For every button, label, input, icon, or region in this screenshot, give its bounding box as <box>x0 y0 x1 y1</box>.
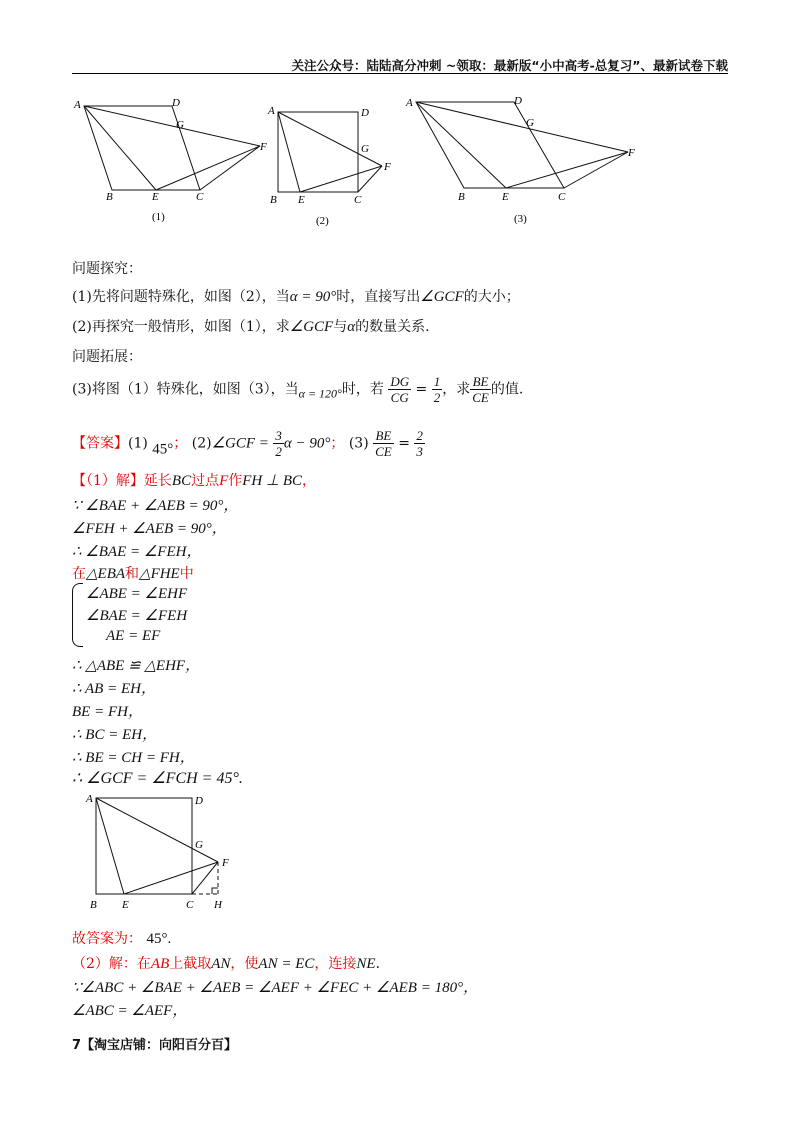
fig2-label-B: B <box>270 194 277 206</box>
fig4-label-H: H <box>214 899 222 911</box>
fig1-label-C: C <box>196 191 204 203</box>
question-2 <box>72 316 430 336</box>
fig3-label-A: A <box>406 97 413 109</box>
fig3-label-F: F <box>628 147 635 159</box>
s13-math-an: AN <box>211 956 231 972</box>
answer-3-equals: = <box>398 435 410 452</box>
question-3 <box>72 374 523 405</box>
s5-math-fhe: △FHE <box>139 566 180 582</box>
page-footer: 7【淘宝店铺：向阳百分百】 <box>72 1038 238 1053</box>
fig1-label-F: F <box>260 141 267 153</box>
q2-math-alpha: α <box>347 319 356 335</box>
solution-line-5 <box>72 563 194 583</box>
q3-fraction-half: $\frac{1}{2}$ <box>433 374 441 405</box>
system-line-2: ∠BAE = ∠FEH <box>86 608 188 624</box>
s1-text-c: 作 <box>228 473 243 489</box>
fig4-label-F: F <box>222 857 229 869</box>
fig3-label-E: E <box>502 191 509 203</box>
solution-line-12 <box>72 928 171 948</box>
answer-2-rest: α − 90° <box>283 435 331 452</box>
fig1-caption: (1) <box>152 211 165 223</box>
fig1-label-E: E <box>152 191 159 203</box>
answer-line <box>72 428 425 459</box>
solution-line-7: ∴ AB = EH， <box>72 681 156 697</box>
q3-text-b: 时，若 <box>341 381 384 398</box>
answer-3-value: $\frac{2}{3}$ <box>416 428 423 459</box>
solution-line-2: ∵ ∠BAE + ∠AEB = 90°， <box>72 498 239 514</box>
system-line-1: ∠ABE = ∠EHF <box>86 586 188 602</box>
fig4-label-D: D <box>195 795 203 807</box>
fig1-label-G: G <box>176 119 184 131</box>
q2-text-b: 与 <box>333 319 348 335</box>
fig2-label-E: E <box>298 194 305 206</box>
fig3-label-B: B <box>458 191 465 203</box>
fig2-caption: (2) <box>316 215 329 227</box>
fig2-label-F: F <box>384 161 391 173</box>
q3-text-d: 的值. <box>490 381 524 398</box>
fig1-label-D: D <box>172 97 180 109</box>
fig3-caption: (3) <box>514 213 527 225</box>
fig3-label-D: D <box>514 95 522 107</box>
fig1-label-B: B <box>106 191 113 203</box>
q3-math-alpha: α = 120° <box>298 386 342 401</box>
answer-3-prefix: (3) <box>348 435 369 452</box>
s1-text-a: 【（1）解】延长 <box>72 473 172 489</box>
figure-3 <box>404 90 644 234</box>
s13-math-ne: NE <box>356 956 376 972</box>
answer-3-fraction: $\frac{BE}{CE}$ <box>375 428 392 459</box>
s1-math-bc: BC <box>171 473 192 489</box>
fig4-label-E: E <box>122 899 129 911</box>
solution-line-1 <box>72 470 316 490</box>
answer-1-prefix: (1) <box>128 435 148 452</box>
solution-line-15: ∠ABC = ∠AEF， <box>72 1003 188 1019</box>
explore-title: 问题探究： <box>72 261 142 277</box>
fig4-label-A: A <box>86 793 93 805</box>
s1-math-fh: FH ⊥ BC <box>242 473 302 489</box>
s5-text-a: 在 <box>72 566 86 582</box>
q3-fraction-be-ce: $\frac{BE}{CE}$ <box>472 374 489 405</box>
solution-line-6: ∴ △ABE ≌ △EHF， <box>72 658 201 674</box>
s13-text-a: （2）解：在 <box>72 956 151 972</box>
answer-2-prefix: (2) <box>191 435 212 452</box>
solution-line-3: ∠FEH + ∠AEB = 90°， <box>72 521 227 537</box>
extend-title: 问题拓展： <box>72 349 142 365</box>
s13-text-d: ，连接 <box>314 956 357 972</box>
answer-1-value: 45° <box>152 441 174 458</box>
solution-line-4: ∴ ∠BAE = ∠FEH， <box>72 544 202 560</box>
solution-line-11: ∴ ∠GCF = ∠FCH = 45°. <box>72 770 243 787</box>
figure-2 <box>266 100 406 239</box>
system-brace <box>72 583 83 647</box>
q3-text-a: (3)将图（1）特殊化，如图（3），当 <box>72 381 299 398</box>
s13-math-ab: AB <box>150 956 170 972</box>
s5-text-b: 和 <box>125 566 140 582</box>
question-1 <box>72 286 520 306</box>
q1-text-a: (1)先将问题特殊化，如图（2），当 <box>72 289 290 305</box>
s13-text-e: . <box>375 956 381 972</box>
fig2-label-C: C <box>354 194 362 206</box>
q1-text-b: 时，直接写出 <box>336 289 421 305</box>
answer-label: 【答案】 <box>72 435 128 452</box>
solution-line-13 <box>72 953 380 973</box>
s12-text: 故答案为： <box>72 931 142 947</box>
fig1-label-A: A <box>74 99 81 111</box>
fig4-label-G: G <box>195 839 203 851</box>
fig2-label-G: G <box>361 143 369 155</box>
system-line-3: AE = EF <box>106 628 161 644</box>
fig2-label-D: D <box>361 107 369 119</box>
solution-line-10: ∴ BE = CH = FH， <box>72 750 195 766</box>
q3-equals: = <box>415 381 428 398</box>
figure-4 <box>82 788 242 922</box>
header-rule <box>72 73 728 74</box>
q3-text-c: ，求 <box>442 381 471 398</box>
s1-math-f: F <box>219 473 229 489</box>
s5-math-eba: △EBA <box>86 566 126 582</box>
s13-text-c: ，使 <box>230 956 259 972</box>
solution-line-9: ∴ BC = EH， <box>72 727 158 743</box>
answer-sep-2: ； <box>330 435 345 452</box>
page-header: 关注公众号：陆陆高分冲刺 ~领取：最新版“小中高考-总复习”、最新试卷下载 <box>291 58 728 73</box>
figure-1 <box>72 94 272 238</box>
solution-line-8: BE = FH， <box>72 704 143 720</box>
s13-text-b: 上截取 <box>169 956 212 972</box>
s1-text-b: 过点 <box>191 473 220 489</box>
q2-text-a: (2)再探究一般情形，如图（1），求 <box>72 319 290 335</box>
q2-math-angle: ∠GCF <box>289 319 334 335</box>
fig2-label-A: A <box>268 105 275 117</box>
q2-text-c: 的数量关系. <box>355 319 430 335</box>
q3-fraction-dg-cg: $\frac{DG}{CG}$ <box>390 374 410 405</box>
answer-2-fraction: $\frac{3}{2}$ <box>275 428 282 459</box>
solution-line-14: ∵∠ABC + ∠BAE + ∠AEB = ∠AEF + ∠FEC + ∠AEB = 180°， <box>72 980 479 996</box>
q1-math-angle: ∠GCF <box>420 289 464 305</box>
s12-value: 45°. <box>146 931 172 947</box>
q1-math-alpha: α = 90° <box>289 289 337 305</box>
fig4-label-B: B <box>90 899 97 911</box>
s5-text-c: 中 <box>179 566 194 582</box>
answer-2-angle: ∠GCF = <box>211 435 269 452</box>
s13-math-an-ec: AN = EC <box>258 956 315 972</box>
fig3-label-G: G <box>526 117 534 129</box>
q1-text-c: 的大小； <box>463 289 520 305</box>
s1-text-d: ， <box>302 473 316 489</box>
fig3-label-C: C <box>558 191 566 203</box>
answer-sep-1: ； <box>173 435 188 452</box>
fig4-label-C: C <box>186 899 194 911</box>
